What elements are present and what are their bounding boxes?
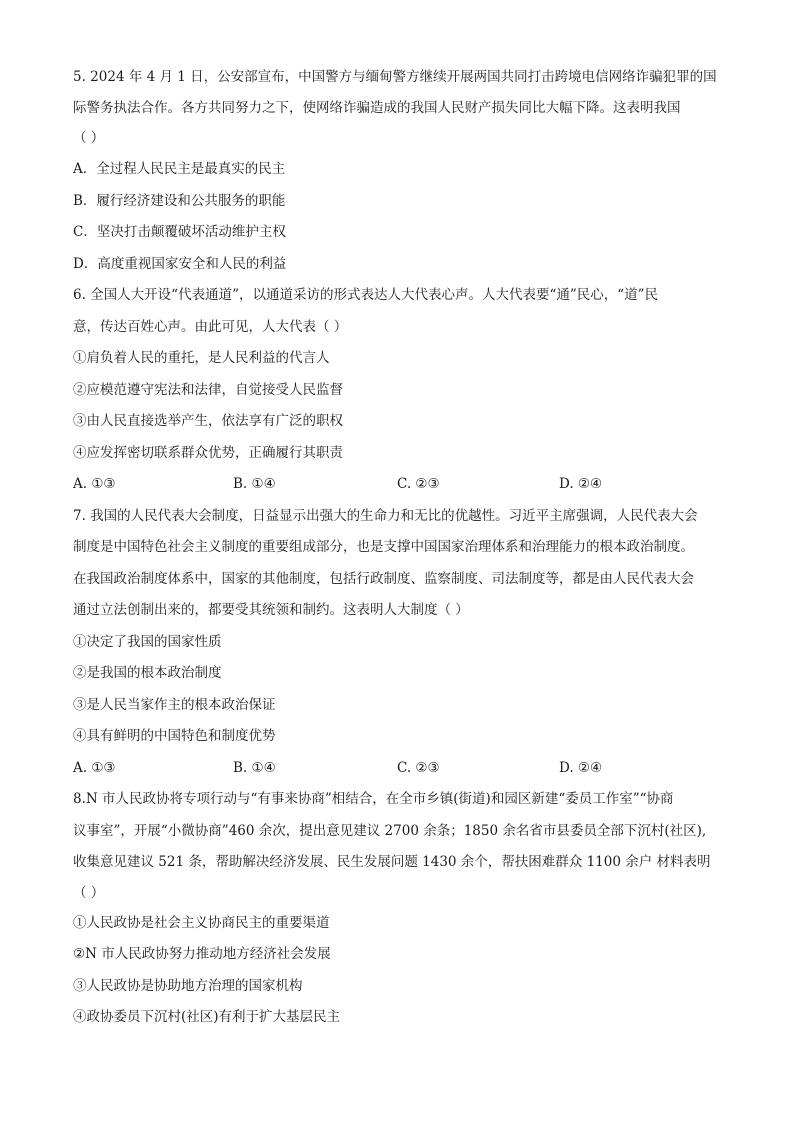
q8-stem-line-1: 8.N 市人民政协将专项行动与“有事来协商”相结合，在全市乡镇(街道)和园区新建“委员工作室”“协商 <box>73 791 674 807</box>
q7-stem-line-3: 在我国政治制度体系中，国家的其他制度，包括行政制度、监察制度、司法制度等，都是由人民代表大会 <box>73 570 694 587</box>
q7-item-3: ③是人民当家作主的根本政治保证 <box>73 696 276 713</box>
q7-item-2: ②是我国的根本政治制度 <box>73 665 222 681</box>
q8-item-3: ③人民政协是协助地方治理的国家机构 <box>73 977 303 994</box>
q6-option-b: B. ①④ <box>233 476 276 492</box>
q6-stem-line-2: 意，传达百姓心声。由此可见，人大代表（ ） <box>73 318 348 335</box>
question-8 <box>73 784 723 1034</box>
q7-item-1: ①决定了我国的国家性质 <box>73 633 222 650</box>
q6-item-3: ③由人民直接选举产生，依法享有广泛的职权 <box>73 413 343 429</box>
q6-stem-line-1: 6. 全国人大开设“代表通道”，以通道采访的形式表达人大代表心声。人大代表要“通”民心，“道”民 <box>73 287 659 303</box>
q5-stem-line-3: （ ） <box>73 129 105 146</box>
q6-option-d: D. ②④ <box>559 476 603 492</box>
q8-item-1: ①人民政协是社会主义协商民主的重要渠道 <box>73 914 330 931</box>
exam-page <box>73 62 723 1034</box>
q8-stem-line-2: 议事室”，开展“小微协商”460 余次，提出意见建议 2700 余条；1850 余名省市县委员全部下沉村(社区), <box>73 822 707 839</box>
q7-stem-line-4: 通过立法创制出来的，都要受其统领和制约。这表明人大制度（ ） <box>73 602 469 618</box>
question-5 <box>73 62 723 280</box>
q6-option-a: A. ①③ <box>73 476 116 492</box>
q6-item-2: ②应模范遵守宪法和法律，自觉接受人民监督 <box>73 381 343 398</box>
q5-option-d: D．高度重视国家安全和人民的利益 <box>73 255 287 272</box>
q5-stem-line-2: 际警务执法合作。各方共同努力之下，使网络诈骗造成的我国人民财产损失同比大幅下降。这表明我国 <box>73 99 681 116</box>
q7-stem-line-2: 制度是中国特色社会主义制度的重要组成部分，也是支撑中国国家治理体系和治理能力的根本政治制度。 <box>73 539 694 555</box>
q5-stem-line-1: 5. 2024 年 4 月 1 日，公安部宣布，中国警方与缅甸警方继续开展两国共同打击跨境电信网络诈骗犯罪的国 <box>73 69 717 85</box>
q8-stem-line-3: 收集意见建议 521 条，帮助解决经济发展、民生发展问题 1430 余个，帮扶困难群众 1100 余户 材料表明 <box>73 854 711 870</box>
q7-option-c: C. ②③ <box>397 759 440 776</box>
q7-option-b: B. ①④ <box>233 759 276 776</box>
q6-item-4: ④应发挥密切联系群众优势，正确履行其职责 <box>73 444 343 461</box>
q5-option-c: C．坚决打击颠覆破坏活动维护主权 <box>73 224 286 240</box>
q7-option-d: D. ②④ <box>559 759 603 776</box>
q6-item-1: ①肩负着人民的重托，是人民利益的代言人 <box>73 350 330 366</box>
q7-options <box>73 753 723 785</box>
q5-option-a: A．全过程人民民主是最真实的民主 <box>73 161 286 177</box>
q7-option-a: A. ①③ <box>73 759 116 776</box>
q7-item-4: ④具有鲜明的中国特色和制度优势 <box>73 728 276 744</box>
question-7 <box>73 501 723 785</box>
q5-option-b: B．履行经济建设和公共服务的职能 <box>73 192 286 209</box>
q6-option-c: C. ②③ <box>397 476 440 492</box>
q8-stem-line-4: （ ） <box>73 884 105 901</box>
q6-options <box>73 469 723 501</box>
question-6 <box>73 280 723 501</box>
q8-item-4: ④政协委员下沉村(社区)有利于扩大基层民主 <box>73 1009 341 1025</box>
q7-stem-line-1: 7. 我国的人民代表大会制度，日益显示出强大的生命力和无比的优越性。习近平主席强调，人民代表大会 <box>73 507 698 524</box>
q8-item-2: ②N 市人民政协努力推动地方经济社会发展 <box>73 946 331 962</box>
